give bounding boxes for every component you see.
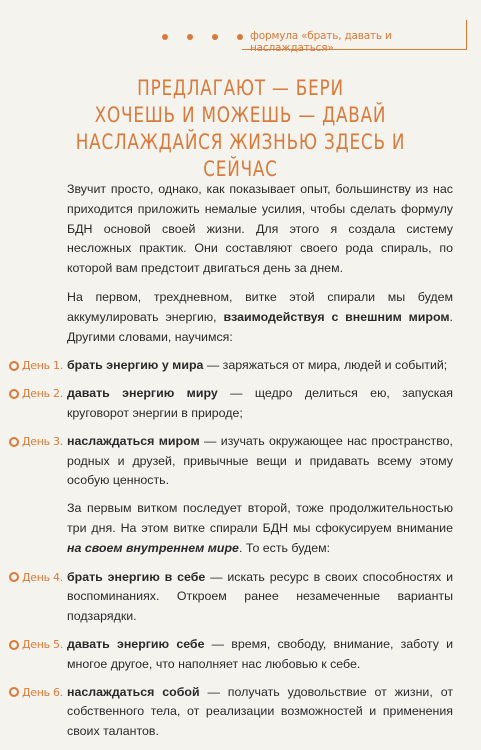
- day-marker: [9, 635, 63, 655]
- item-heading: брать энергию в себе: [67, 569, 206, 584]
- text-run: . Другими словами, научимся:: [67, 309, 453, 344]
- list-item-day-4: [22, 568, 453, 627]
- emphasis: взаимодействуя с внешним миром: [223, 309, 450, 324]
- page-header: [0, 0, 481, 70]
- running-title: формула «брать, давать и наслаждаться»: [242, 20, 467, 50]
- day-label: День 4.: [22, 570, 63, 584]
- list-item-day-1: [22, 356, 453, 376]
- paragraph-second-cycle: [67, 499, 453, 558]
- item-heading: давать энергию миру: [67, 386, 218, 401]
- body-text: [22, 180, 453, 750]
- item-text: — заряжаться от мира, людей и событий;: [203, 358, 448, 373]
- title-line-2: ХОЧЕШЬ И МОЖЕШЬ — ДАВАЙ: [94, 103, 387, 127]
- ring-icon: [9, 572, 19, 582]
- day-label: День 5.: [22, 637, 63, 651]
- item-heading: давать энергию себе: [67, 636, 205, 651]
- paragraph-first-cycle: [67, 288, 453, 347]
- list-item-day-5: [22, 635, 453, 675]
- dot-icon: [212, 34, 218, 40]
- day-label: День 6.: [22, 685, 63, 699]
- item-text: — изучать окружающее нас пространство, родных и друзей, привычные вещи и придавать всему этому особую ценность.: [67, 433, 453, 488]
- dot-icon: [187, 34, 193, 40]
- emphasis: на своем внутреннем мире: [67, 540, 239, 555]
- text-run: На первом, трехдневном, витке этой спирали мы будем аккумулировать энергию,: [67, 289, 453, 324]
- day-marker: [9, 384, 63, 404]
- list-item-day-2: [22, 384, 453, 424]
- title-line-1: ПРЕДЛАГАЮТ — БЕРИ: [137, 76, 344, 100]
- item-text: — искать ресурс в своих способностях и воспоминаниях. Откроем ранее незамеченные варианты подзарядки.: [67, 569, 453, 624]
- item-heading: брать энергию у мира: [67, 358, 204, 373]
- text-run: За первым витком последует второй, тоже продолжительностью три дня. На этом витке спирали БДН мы сфокусируем внимание: [67, 501, 453, 535]
- list-item-day-6: [22, 683, 453, 742]
- day-label: День 2.: [22, 387, 63, 401]
- day-marker: [9, 356, 63, 376]
- decorative-dots: [162, 34, 243, 40]
- paragraph-intro: Звучит просто, однако, как показывает опыт, большинству из нас приходится приложить немалые усилия, чтобы сделать формулу БДН основой своей жизни. Для этого я создала систему несложных практик. Они составляют своего рода спираль, по которой вам предстоит двигаться день за днем.: [67, 182, 453, 276]
- day-marker: [9, 432, 63, 452]
- item-heading: наслаждаться собой: [67, 684, 200, 699]
- ring-icon: [9, 687, 19, 697]
- item-heading: наслаждаться миром: [67, 433, 200, 448]
- ring-icon: [9, 640, 19, 650]
- item-text: — щедро делиться ею, запуская круговорот энергии в природе;: [67, 386, 453, 420]
- day-label: День 1.: [22, 359, 63, 373]
- list-item-day-3: [22, 432, 453, 491]
- ring-icon: [9, 361, 19, 371]
- day-marker: [9, 568, 63, 588]
- ring-icon: [9, 437, 19, 447]
- title-line-3: НАСЛАЖДАЙСЯ ЖИЗНЬЮ ЗДЕСЬ И СЕЙЧАС: [75, 130, 406, 181]
- text-run: . То есть будем:: [238, 540, 331, 555]
- day-marker: [9, 683, 63, 703]
- ring-icon: [9, 389, 19, 399]
- item-text: — время, свободу, внимание, заботу и многое другое, что наполняет нас любовью к себе.: [67, 636, 453, 671]
- day-label: День 3.: [22, 434, 63, 448]
- section-title: [0, 75, 481, 183]
- dot-icon: [162, 34, 168, 40]
- item-text: — получать удовольствие от жизни, от собственного тела, от реализации возможностей и применения своих талантов.: [67, 684, 453, 739]
